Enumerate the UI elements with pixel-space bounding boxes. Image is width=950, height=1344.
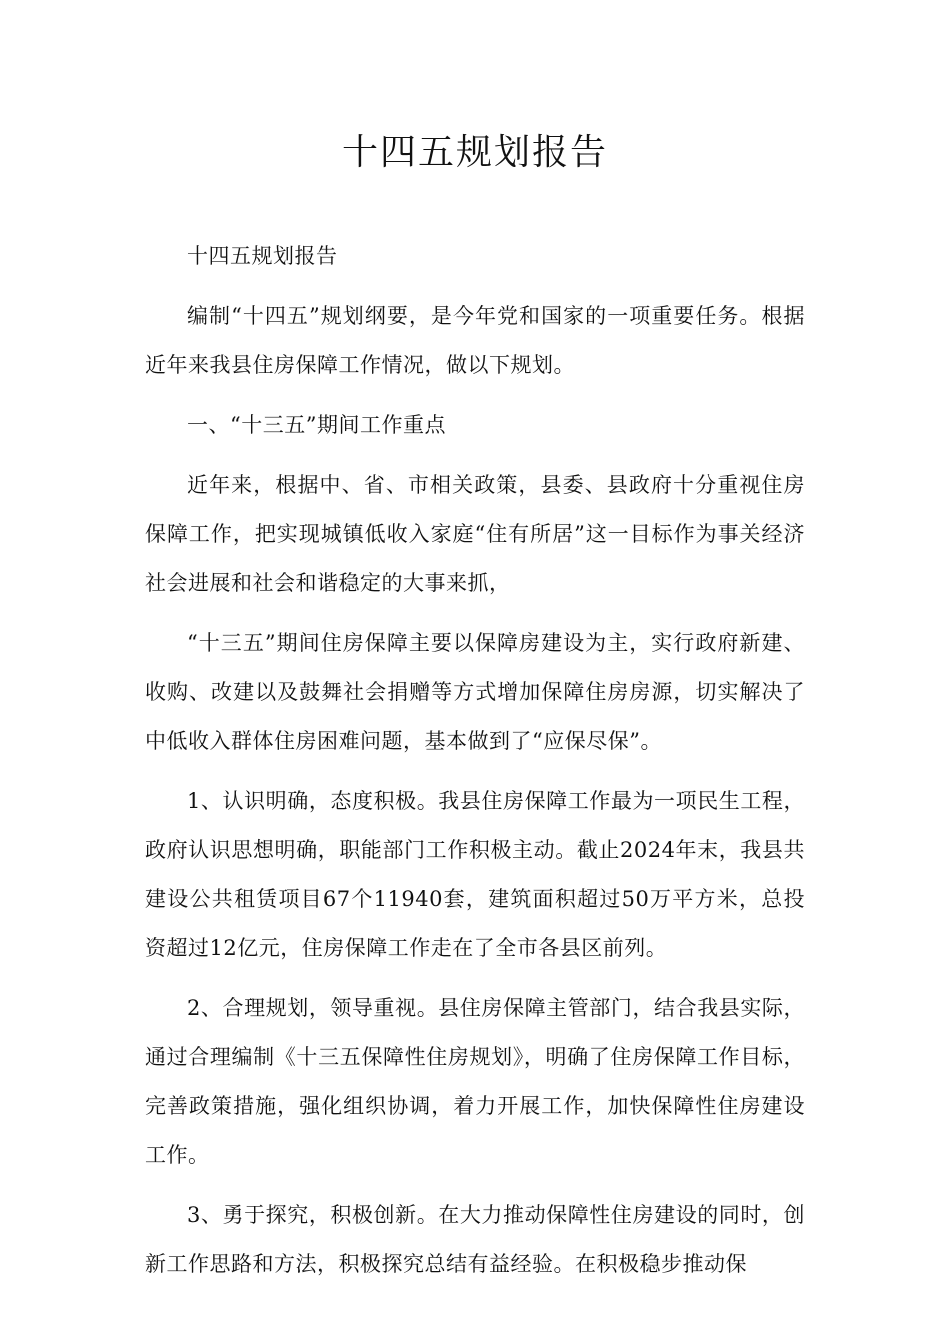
paragraph-intro: 编制“十四五”规划纲要，是今年党和国家的一项重要任务。根据近年来我县住房保障工作情况，做以下规划。 bbox=[145, 304, 805, 377]
paragraph-background: 近年来，根据中、省、市相关政策，县委、县政府十分重视住房保障工作，把实现城镇低收入家庭“住有所居”这一目标作为事关经济社会进展和社会和谐稳定的大事来抓， bbox=[145, 473, 805, 595]
paragraph-heading-repeat: 十四五规划报告 bbox=[187, 244, 338, 268]
paragraph-main-approach: “十三五”期间住房保障主要以保障房建设为主，实行政府新建、收购、改建以及鼓舞社会捐赠等方式增加保障住房房源，切实解决了中低收入群体住房困难问题，基本做到了“应保尽保”。 bbox=[145, 631, 805, 753]
document-title: 十四五规划报告 bbox=[341, 132, 608, 173]
paragraph-point-2: 2、合理规划，领导重视。县住房保障主管部门，结合我县实际，通过合理编制《十三五保障性住房规划》，明确了住房保障工作目标，完善政策措施，强化组织协调，着力开展工作，加快保障性住房建设工作。 bbox=[145, 996, 805, 1167]
document-body bbox=[145, 232, 805, 1300]
paragraph-point-3: 3、勇于探究，积极创新。在大力推动保障性住房建设的同时，创新工作思路和方法，积极探究总结有益经验。在积极稳步推动保 bbox=[145, 1203, 805, 1276]
section-heading-1: 一、“十三五”期间工作重点 bbox=[187, 413, 446, 437]
paragraph-point-1: 1、认识明确，态度积极。我县住房保障工作最为一项民生工程，政府认识思想明确，职能部门工作积极主动。截止2024年末，我县共建设公共租赁项目67个11940套，建筑面积超过50万平方米，总投资超过12亿元，住房保障工作走在了全市各县区前列。 bbox=[145, 789, 805, 960]
